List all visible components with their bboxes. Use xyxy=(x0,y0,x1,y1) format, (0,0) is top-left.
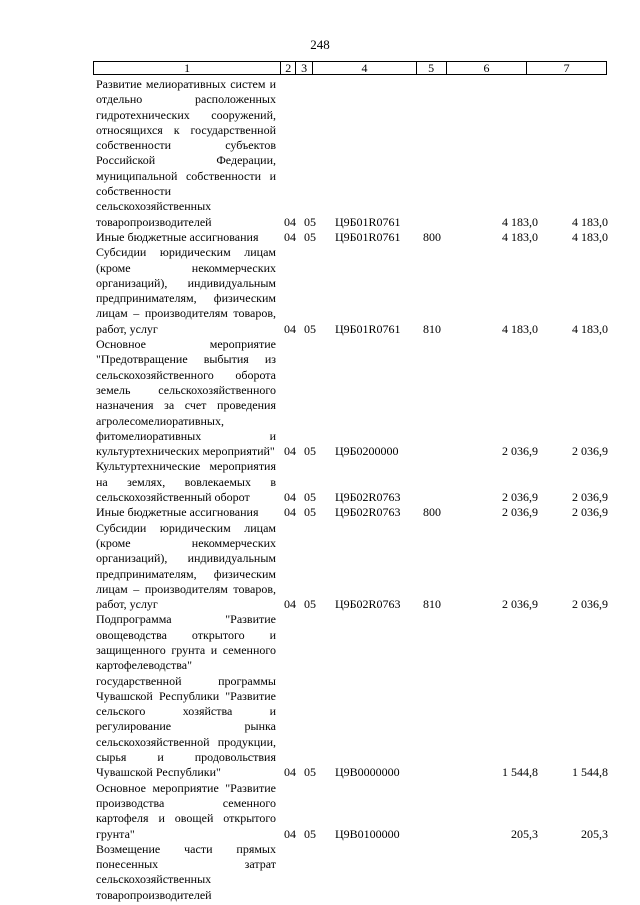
row-section: 04 xyxy=(284,765,296,780)
row-subsection: 05 xyxy=(304,765,316,780)
page-number: 248 xyxy=(310,37,330,52)
row-expense-type: 810 xyxy=(423,321,441,336)
header-col-5: 5 xyxy=(417,62,447,74)
row-amount-7: 4 183,0 xyxy=(572,214,608,229)
row-text: Подпрограмма "Развитие овощеводства открытого и защищенного грунта и семенного картофелеводства" государственной программы Чувашской Республики "Развитие сельского хозяйства и регулирование рынка сельскохозяйственной продукции, сырья и продовольствия Чувашской Республики" xyxy=(96,612,276,780)
row-amount-6: 2 036,9 xyxy=(502,505,538,520)
row-section: 04 xyxy=(284,214,296,229)
row-amount-7: 2 036,9 xyxy=(572,444,608,459)
row-target-article: Ц9Б02R0763 xyxy=(335,505,401,520)
table-row xyxy=(96,337,608,459)
row-section: 04 xyxy=(284,490,296,505)
table-body xyxy=(96,77,608,903)
row-subsection: 05 xyxy=(304,444,316,459)
table-row xyxy=(96,245,608,337)
row-amount-7: 4 183,0 xyxy=(572,321,608,336)
row-subsection: 05 xyxy=(304,505,316,520)
row-section: 04 xyxy=(284,444,296,459)
table-row xyxy=(96,781,608,842)
row-subsection: 05 xyxy=(304,826,316,841)
row-target-article: Ц9Б02R0763 xyxy=(335,597,401,612)
header-col-1: 1 xyxy=(94,62,281,74)
row-section: 04 xyxy=(284,505,296,520)
row-subsection: 05 xyxy=(304,321,316,336)
row-expense-type: 800 xyxy=(423,229,441,244)
table-row xyxy=(96,505,608,520)
row-subsection: 05 xyxy=(304,214,316,229)
row-amount-6: 2 036,9 xyxy=(502,444,538,459)
row-text: Субсидии юридическим лицам (кроме некоммерческих организаций), индивидуальным предпринимателям, физическим лицам – производителям товаров, работ, услуг xyxy=(96,245,276,336)
header-col-3: 3 xyxy=(296,62,313,74)
row-amount-6: 205,3 xyxy=(511,826,538,841)
row-amount-6: 4 183,0 xyxy=(502,321,538,336)
row-target-article: Ц9В0100000 xyxy=(335,826,400,841)
row-section: 04 xyxy=(284,826,296,841)
row-section: 04 xyxy=(284,321,296,336)
table-row xyxy=(96,612,608,780)
row-subsection: 05 xyxy=(304,597,316,612)
row-expense-type: 810 xyxy=(423,597,441,612)
row-amount-7: 4 183,0 xyxy=(572,229,608,244)
header-col-2: 2 xyxy=(281,62,296,74)
row-subsection: 05 xyxy=(304,229,316,244)
row-section: 04 xyxy=(284,597,296,612)
row-amount-7: 205,3 xyxy=(581,826,608,841)
row-expense-type: 800 xyxy=(423,505,441,520)
row-amount-7: 2 036,9 xyxy=(572,490,608,505)
row-amount-7: 2 036,9 xyxy=(572,597,608,612)
row-text: Иные бюджетные ассигнования xyxy=(96,505,259,520)
row-target-article: Ц9Б01R0761 xyxy=(335,321,401,336)
row-amount-7: 1 544,8 xyxy=(572,765,608,780)
table-row xyxy=(96,521,608,613)
row-target-article: Ц9Б01R0761 xyxy=(335,229,401,244)
row-amount-7: 2 036,9 xyxy=(572,505,608,520)
table-row xyxy=(96,230,608,245)
row-target-article: Ц9Б01R0761 xyxy=(335,214,401,229)
row-text: Иные бюджетные ассигнования xyxy=(96,229,259,244)
row-target-article: Ц9Б0200000 xyxy=(335,444,399,459)
row-section: 04 xyxy=(284,229,296,244)
row-subsection: 05 xyxy=(304,490,316,505)
row-amount-6: 2 036,9 xyxy=(502,597,538,612)
row-amount-6: 4 183,0 xyxy=(502,229,538,244)
row-amount-6: 4 183,0 xyxy=(502,214,538,229)
row-text: Культуртехнические мероприятия на землях, вовлекаемых в сельскохозяйственный оборот xyxy=(96,459,276,505)
table-header xyxy=(93,61,607,75)
row-amount-6: 2 036,9 xyxy=(502,490,538,505)
header-col-4: 4 xyxy=(313,62,417,74)
row-target-article: Ц9Б02R0763 xyxy=(335,490,401,505)
header-col-7: 7 xyxy=(563,61,570,75)
row-text: Возмещение части прямых понесенных затрат сельскохозяйственных товаропроизводителей xyxy=(96,841,276,902)
table-row xyxy=(96,459,608,505)
row-text: Основное мероприятие "Развитие производства семенного картофеля и овощей открытого грунта" xyxy=(96,780,276,841)
row-target-article: Ц9В0000000 xyxy=(335,765,400,780)
header-col-6: 6 xyxy=(447,62,528,74)
table-row xyxy=(96,77,608,230)
row-text: Развитие мелиоративных систем и отдельно расположенных гидротехнических сооружений, относящихся к государственной собственности субъектов Российской Федерации, муниципальной собственности и собственности сельскохозяйственных товаропроизводителей xyxy=(96,77,276,229)
row-text: Субсидии юридическим лицам (кроме некоммерческих организаций), индивидуальным предпринимателям, физическим лицам – производителям товаров, работ, услуг xyxy=(96,520,276,612)
row-amount-6: 1 544,8 xyxy=(502,765,538,780)
row-text: Основное мероприятие "Предотвращение выбытия из сельскохозяйственного оборота земель сельскохозяйственного назначения за счет проведения агролесомелиоративных, фитомелиоративных и культуртехнических мероприятий" xyxy=(96,337,276,459)
table-row xyxy=(96,842,608,903)
